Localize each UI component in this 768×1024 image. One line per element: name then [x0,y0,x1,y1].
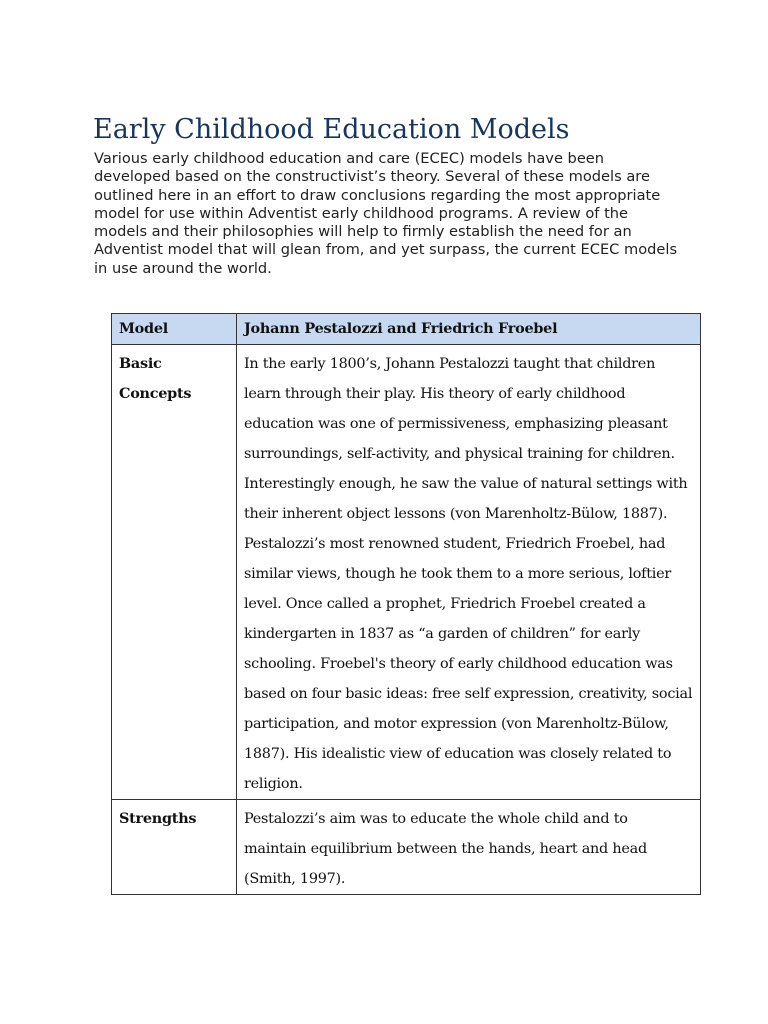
basic-concepts-paragraph-1: In the early 1800’s, Johann Pestalozzi taught that children learn through their play. His theory of early childhood education was one of permissiveness, emphasizing pleasant surroundings, self-activity, and physical training for children. Interestingly enough, he saw the value of natural settings with their inherent object lessons (von Marenholtz-Bülow, 1887). [244,356,688,522]
document-title: Early Childhood Education Models [93,114,570,145]
header-model-cell: Model [112,314,237,345]
strengths-paragraph-1: Pestalozzi’s aim was to educate the whole child and to maintain equilibrium between the hands, heart and head (Smith, 1997). [244,811,647,887]
row-label-basic-concepts: Basic Concepts [112,345,237,800]
header-name-cell: Johann Pestalozzi and Friedrich Froebel [237,314,701,345]
table-header-row [112,314,701,345]
table-row-basic-concepts [112,345,701,800]
row-content-basic-concepts [237,345,701,800]
intro-paragraph: Various early childhood education and care (ECEC) models have been developed based on the constructivist’s theory. Several of these models are outlined here in an effort to draw conclusions regarding the most appropriate model for use within Adventist early childhood programs. A review of the models and their philosophies will help to firmly establish the need for an Adventist model that will glean from, and yet surpass, the current ECEC models in use around the world. [94,150,678,277]
row-content-strengths [237,800,701,895]
basic-concepts-paragraph-2: Pestalozzi’s most renowned student, Friedrich Froebel, had similar views, though he took them to a more serious, loftier level. Once called a prophet, Friedrich Froebel created a kindergarten in 1837 as “a garden of children” for early schooling. Froebel's theory of early childhood education was based on four basic ideas: free self expression, creativity, social participation, and motor expression (von Marenholtz-Bülow, 1887). His idealistic view of education was closely related to religion. [244,536,693,792]
models-table [111,313,701,895]
row-label-strengths: Strengths [112,800,237,895]
table-row-strengths [112,800,701,895]
